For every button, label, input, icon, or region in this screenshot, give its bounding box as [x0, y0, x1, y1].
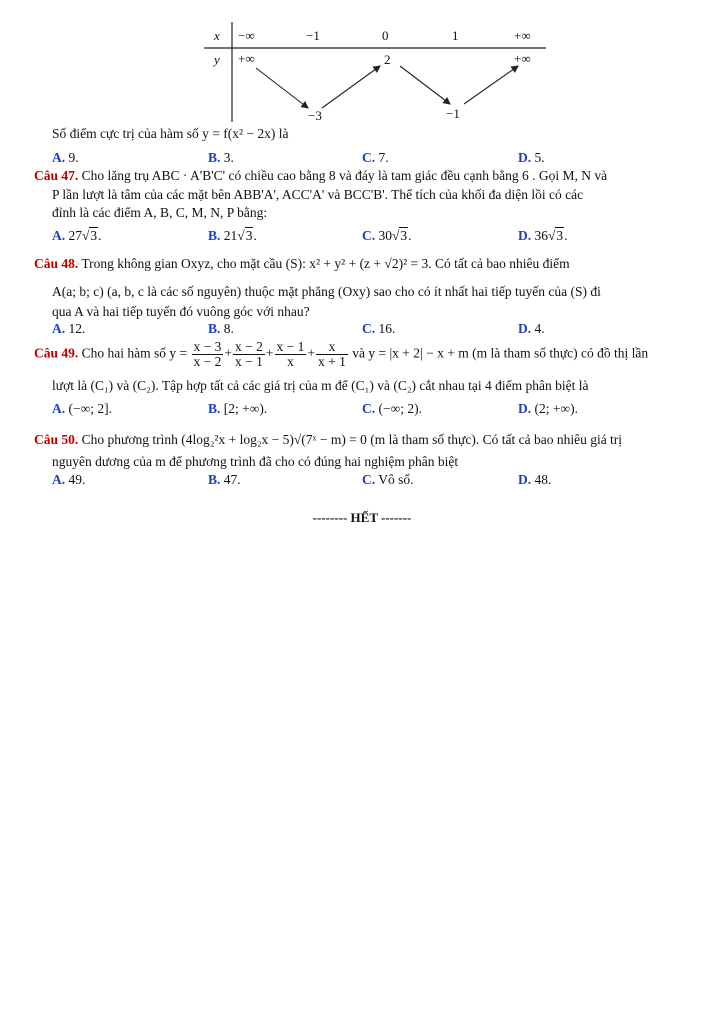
variation-table [204, 22, 546, 122]
q49-line-1: Câu 49. Cho hai hàm số y = $\frac{x - 3}{x - 2}$ + $\frac{x - 2}{x - 1}$ + $\frac{x - 1}{x}$ + $\frac{x}{x + 1}$ và y = |x + 2| − x + m (m là tham số thực) có đồ thị lần [34, 339, 649, 369]
q47-line-1: Câu 47. Cho lăng trụ ABC · A'B'C' có chiều cao bằng 8 và đáy là tam giác đều cạnh bằng 6 . Gọi M, N và [34, 168, 608, 183]
q49-fraction-3: $\frac{x - 1}{x}$ [276, 339, 305, 369]
q49-fraction-2: $\frac{x - 2}{x - 1}$ [235, 339, 263, 369]
q46-option-a[interactable]: A. 9. [52, 150, 79, 165]
q49-option-a[interactable]: A. (−∞; 2]. [52, 401, 112, 416]
arrow-up-1 [322, 66, 380, 108]
q47-option-b[interactable]: B. 21√3. [208, 228, 257, 243]
x-value-5: +∞ [514, 28, 531, 43]
table-y-label: y [214, 52, 220, 67]
y-value-4: −1 [446, 106, 460, 121]
q49-label: Câu 49. [34, 345, 79, 361]
q47-option-c[interactable]: C. 30√3. [362, 228, 412, 243]
q48-option-d[interactable]: D. 4. [518, 321, 545, 336]
table-x-label: x [214, 28, 220, 43]
q50-line-2: nguyên dương của m để phương trình đã cho có đúng hai nghiệm phân biệt [52, 454, 459, 469]
q47-option-a[interactable]: A. 27√3. [52, 228, 102, 243]
q48-line-1: Câu 48. Trong không gian Oxyz, cho mặt cầu (S): x² + y² + (z + √2)² = 3. Có tất cả bao nhiêu điểm [34, 256, 570, 271]
x-value-1: −∞ [238, 28, 255, 43]
x-value-4: 1 [452, 28, 459, 43]
q49-option-d[interactable]: D. (2; +∞). [518, 401, 578, 416]
q49-fraction-4: $\frac{x}{x + 1}$ [318, 339, 346, 369]
q50-option-c[interactable]: C. Vô số. [362, 472, 414, 487]
q46-option-b[interactable]: B. 3. [208, 150, 234, 165]
y-value-2: −3 [308, 108, 322, 123]
x-value-2: −1 [306, 28, 320, 43]
arrow-down-2 [400, 66, 450, 104]
q49-line-2: lượt là (C₁) và (C₂). Tập hợp tất cả các giá trị của m để (C₁) và (C₂) cắt nhau tại 4 điểm phân biệt là [52, 378, 589, 393]
q49-fraction-1: $\frac{x - 3}{x - 2}$ [193, 339, 222, 369]
q50-option-d[interactable]: D. 48. [518, 472, 552, 487]
q48-line-3: qua A và hai tiếp tuyến đó vuông góc với nhau? [52, 304, 310, 319]
q46-option-c[interactable]: C. 7. [362, 150, 389, 165]
q46-stem: Số điểm cực trị của hàm số y = f(x² − 2x) là [52, 126, 289, 141]
y-value-5: +∞ [514, 51, 531, 66]
arrow-down-1 [256, 68, 308, 108]
q50-option-a[interactable]: A. 49. [52, 472, 86, 487]
arrow-up-2 [464, 66, 518, 104]
q47-option-d[interactable]: D. 36√3. [518, 228, 568, 243]
q48-option-c[interactable]: C. 16. [362, 321, 396, 336]
q49-option-c[interactable]: C. (−∞; 2). [362, 401, 422, 416]
y-value-3: 2 [384, 52, 391, 67]
q50-option-b[interactable]: B. 47. [208, 472, 241, 487]
q48-option-b[interactable]: B. 8. [208, 321, 234, 336]
q47-label: Câu 47. [34, 168, 79, 183]
q50-line-1: Câu 50. Cho phương trình (4log₂²x + log₂x − 5)√(7ˣ − m) = 0 (m là tham số thực). Có tất cả bao nhiêu giá trị [34, 432, 623, 447]
q48-option-a[interactable]: A. 12. [52, 321, 86, 336]
y-value-1: +∞ [238, 51, 255, 66]
x-value-3: 0 [382, 28, 389, 43]
q49-option-b[interactable]: B. [2; +∞). [208, 401, 268, 416]
q46-option-d[interactable]: D. 5. [518, 150, 545, 165]
end-marker: -------- HẾT ------- [312, 510, 412, 525]
q48-label: Câu 48. [34, 256, 79, 271]
variation-table-lines [204, 22, 546, 122]
q47-line-2: P lần lượt là tâm của các mặt bên ABB'A', ACC'A' và BCC'B'. Thể tích của khối đa diện lồi có các [52, 187, 584, 202]
q50-label: Câu 50. [34, 432, 79, 447]
q47-line-3: đỉnh là các điểm A, B, C, M, N, P bằng: [52, 205, 268, 220]
q48-line-2: A(a; b; c) (a, b, c là các số nguyên) thuộc mặt phẳng (Oxy) sao cho có ít nhất hai tiếp tuyến của (S) đi [52, 284, 601, 299]
